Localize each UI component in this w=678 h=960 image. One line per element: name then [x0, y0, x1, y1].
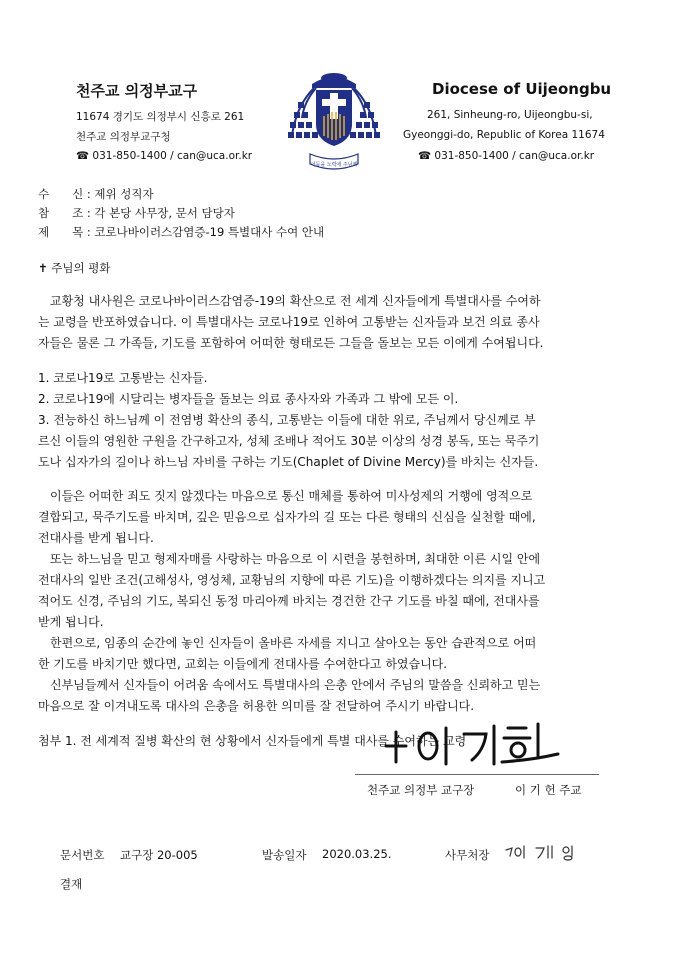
subject-value: 코로나바이러스감염증-19 특별대사 수여 안내	[94, 225, 325, 239]
body-line: 마음으로 잘 이겨내도록 대사의 은총을 허용한 의미를 잘 전달하여 주시기 바랍니다.	[38, 699, 475, 713]
body-line: 전대사를 받게 됩니다.	[38, 531, 154, 545]
signature-divider	[355, 774, 599, 775]
cc-row	[38, 205, 235, 221]
recipient-label: 수 신 :	[38, 187, 91, 201]
body-line: 한 기도를 바치기만 했다면, 교회는 이들에게 전대사를 수여한다고 하였습니다.	[38, 657, 448, 671]
intro-line: 는 교령을 반포하였습니다. 이 특별대사는 코로나19로 인하여 고통받는 신자들과 보건 의료 종사	[38, 315, 540, 329]
address-en-line2: Gyeonggi-do, Republic of Korea 11674	[403, 129, 605, 141]
handwritten-signature	[382, 714, 562, 770]
body-line: 적어도 신경, 주님의 기도, 복되신 동정 마리아께 바치는 경건한 간구 기도를 바칠 때에, 전대사를	[38, 594, 540, 608]
doc-number-label: 문서번호	[60, 848, 105, 862]
list-item: 1. 코로나19로 고통받는 신자들.	[38, 371, 208, 385]
recipient-row	[38, 186, 154, 202]
sent-date-label: 발송일자	[262, 848, 307, 862]
sent-date-value: 2020.03.25.	[322, 847, 392, 861]
subject-row	[38, 224, 324, 240]
body-line: 한편으로, 임종의 순간에 놓인 신자들이 올바른 자세를 지니고 살아오는 동안 습관적으로 어떠	[38, 636, 537, 650]
signer-name: 이 기 헌 주교	[515, 783, 582, 797]
recipient-value: 제위 성직자	[94, 187, 154, 201]
address-en-line1: 261, Sinheung-ro, Uijeongbu-si,	[427, 109, 593, 121]
crest-motto: 어둠을 노력에 주님께	[310, 162, 358, 168]
body-line: 신부님들께서 신자들이 어려움 속에서도 특별대사의 은총 안에서 주님의 말씀을 신뢰하고 믿는	[38, 678, 541, 692]
signer-title: 천주교 의정부 교구장	[367, 783, 475, 797]
cc-label: 참 조 :	[38, 206, 91, 220]
cc-value: 각 본당 사무장, 문서 담당자	[94, 206, 235, 220]
office-director-signature	[504, 840, 582, 864]
body-line: 또는 하느님을 믿고 형제자매를 사랑하는 마음으로 이 시련을 봉헌하며, 최대한 이른 시일 안에	[38, 552, 541, 566]
doc-number-value: 교구장 20-005	[120, 848, 198, 862]
office-director-label: 사무처장	[445, 848, 490, 862]
list-item: 도나 십자가의 길이나 하느님 자비를 구하는 기도(Chaplet of Divine Mercy)를 바치는 신자들.	[38, 455, 539, 469]
address-ko-line2: 천주교 의정부교구청	[76, 131, 171, 143]
contact-en: ☎ 031-850-1400 / can@uca.or.kr	[418, 150, 595, 162]
org-name-ko: 천주교 의정부교구	[76, 82, 198, 100]
intro-line: 자들은 물론 그 가족들, 기도를 포함하여 어떠한 형태로든 그들을 돌보는 모든 이에게 수여됩니다.	[38, 336, 544, 350]
body-line: 결합되고, 묵주기도를 바치며, 깊은 믿음으로 십자가의 길 또는 다른 형태의 신심을 실천할 때에,	[38, 510, 536, 524]
subject-label: 제 목 :	[38, 225, 91, 239]
intro-line: 교황청 내사원은 코로나바이러스감염증-19의 확산으로 전 세계 신자들에게 특별대사를 수여하	[38, 294, 541, 308]
body-line: 받게 됩니다.	[38, 615, 104, 629]
list-item: 2. 코로나19에 시달리는 병자들을 돌보는 의료 종사자와 가족과 그 밖에 모든 이.	[38, 392, 459, 406]
body-line: 전대사의 일반 조건(고해성사, 영성체, 교황님의 지향에 따른 기도)을 이행하겠다는 의지를 지니고	[38, 573, 546, 587]
address-ko-line1: 11674 경기도 의정부시 신흥로 261	[76, 111, 245, 123]
greeting: ✝ 주님의 평화	[38, 261, 111, 275]
attachment-line: 첨부 1. 전 세계적 질병 확산의 현 상황에서 신자들에게 특별 대사를 수여하는 교령	[38, 734, 467, 748]
body-line: 이들은 어떠한 죄도 짓지 않겠다는 마음으로 통신 매체를 통하여 미사성제의 거행에 영적으로	[38, 489, 533, 503]
org-name-en: Diocese of Uijeongbu	[432, 80, 612, 98]
contact-ko: ☎ 031-850-1400 / can@uca.or.kr	[76, 150, 253, 162]
list-item: 3. 전능하신 하느님께 이 전염병 확산의 종식, 고통받는 이들에 대한 위로, 주님께서 당신께로 부	[38, 413, 536, 427]
list-item: 르신 이들의 영원한 구원을 간구하고자, 성체 조배나 적어도 30분 이상의 성경 봉독, 또는 묵주기	[38, 434, 540, 448]
approval-label: 결재	[60, 877, 83, 891]
